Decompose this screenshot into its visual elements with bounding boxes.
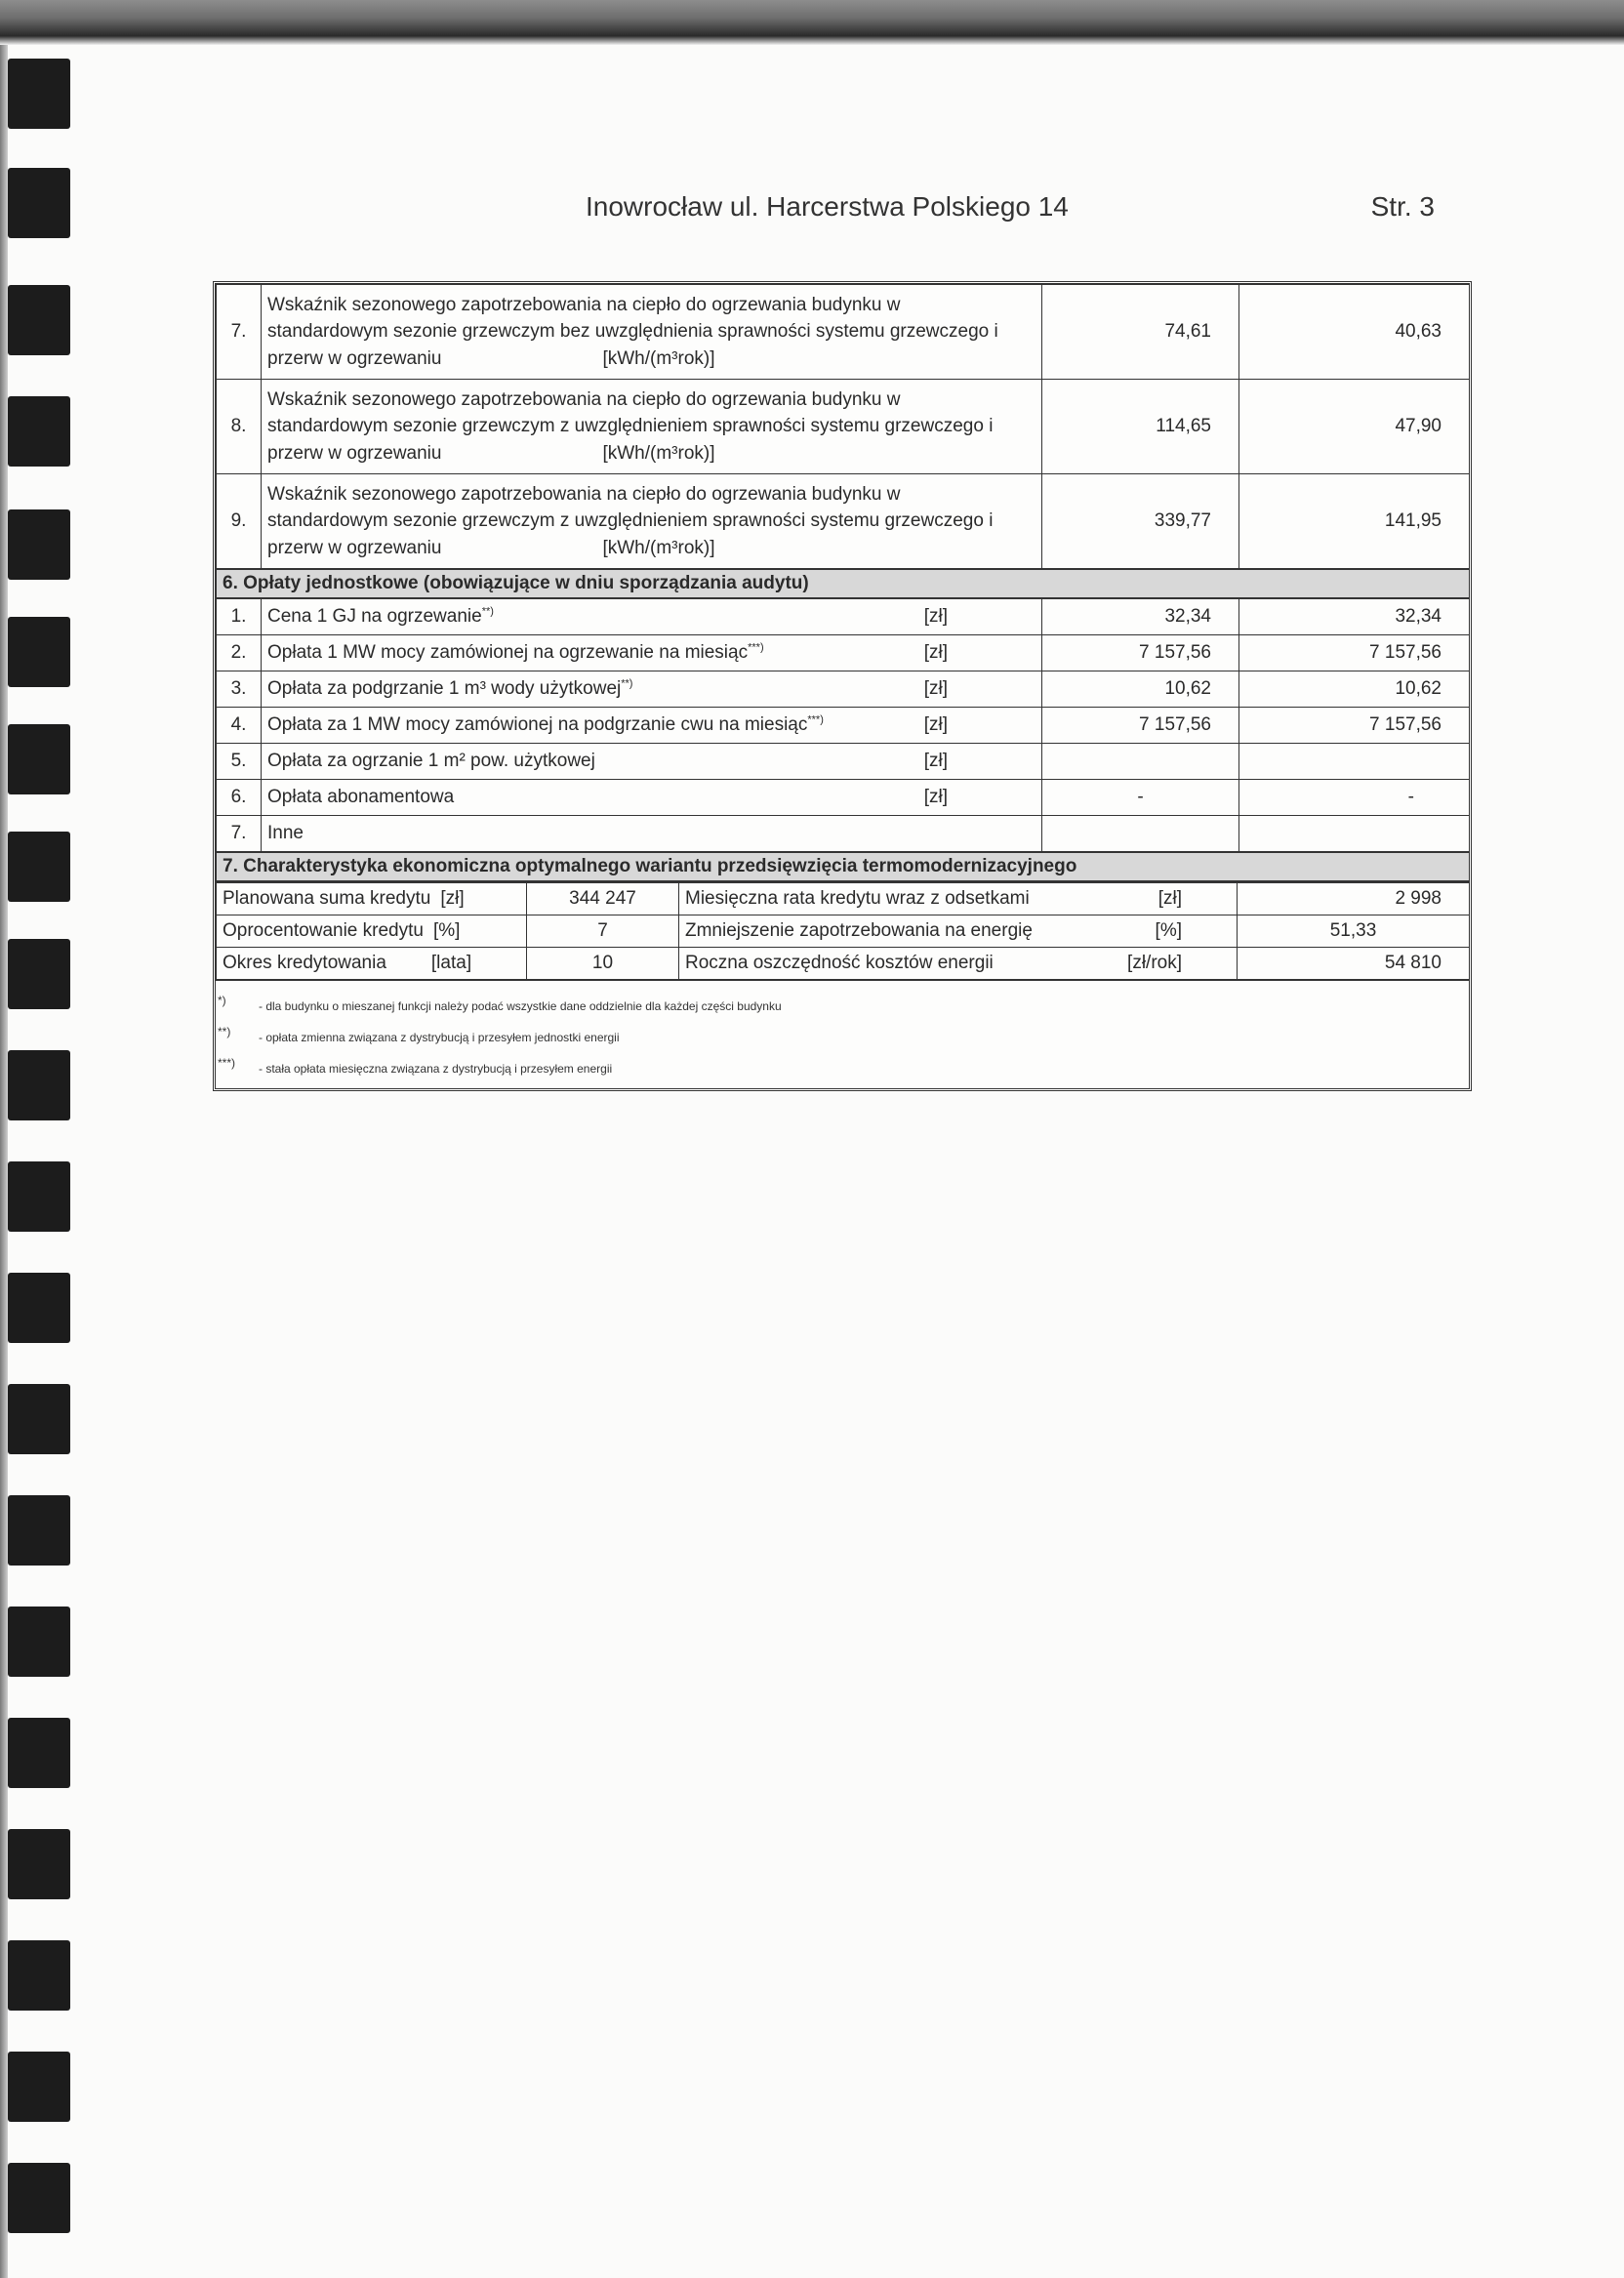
- binding-hole: [8, 1161, 70, 1232]
- fee-label: Opłata 1 MW mocy zamówionej na ogrzewanie na miesiąc: [267, 642, 749, 664]
- fee-label-cell: [262, 780, 1042, 816]
- section-6-title: 6. Opłaty jednostkowe (obowiązujące w dniu sporządzania audytu): [217, 569, 1470, 598]
- fee-label-cell: [262, 598, 1042, 635]
- value-current: 7 157,56: [1042, 708, 1239, 744]
- value-after: 10,62: [1239, 671, 1470, 708]
- value-after: 7 157,56: [1239, 635, 1470, 671]
- fee-row: [217, 744, 1470, 780]
- binding-hole: [8, 724, 70, 794]
- fee-label-cell: [262, 744, 1042, 780]
- footnotes: [216, 980, 1469, 1088]
- binding-hole: [8, 2163, 70, 2233]
- fee-label: Cena 1 GJ na ogrzewanie: [267, 606, 482, 628]
- footnote-text: - dla budynku o mieszanej funkcji należy podać wszystkie dane oddzielnie dla każdej części budynku: [259, 999, 782, 1013]
- unit-label: [zł]: [440, 888, 465, 910]
- unit-label: [zł]: [923, 642, 948, 664]
- binding-strip: [0, 45, 8, 2278]
- result-value: 54 810: [1238, 948, 1470, 980]
- binding-hole: [8, 939, 70, 1009]
- result-label-cell: [679, 915, 1238, 948]
- loan-label-cell: [217, 883, 527, 915]
- footnote-ref: **): [481, 605, 494, 618]
- fee-label-cell: [262, 671, 1042, 708]
- fee-label: Opłata abonamentowa: [267, 787, 455, 808]
- indicator-row: [217, 474, 1470, 570]
- binding-hole: [8, 1940, 70, 2011]
- result-label: Roczna oszczędność kosztów energii: [685, 953, 994, 974]
- row-index: 9.: [217, 474, 262, 570]
- fee-label: Opłata za ogrzanie 1 m² pow. użytkowej: [267, 751, 595, 772]
- fee-label: Opłata za podgrzanie 1 m³ wody użytkowej: [267, 678, 622, 700]
- binding-hole: [8, 617, 70, 687]
- value-current: -: [1042, 780, 1239, 816]
- fee-row: [217, 598, 1470, 635]
- binding-hole: [8, 1607, 70, 1677]
- unit-label: [%]: [432, 920, 461, 942]
- unit-label: [zł]: [923, 678, 948, 700]
- binding-hole: [8, 509, 70, 580]
- description-line: standardowym sezonie grzewczym z uwzględnieniem sprawności systemu grzewczego i: [267, 510, 994, 532]
- description-line: standardowym sezonie grzewczym bez uwzględnienia sprawności systemu grzewczego i: [267, 321, 998, 343]
- description-line: standardowym sezonie grzewczym z uwzględnieniem sprawności systemu grzewczego i: [267, 416, 994, 437]
- indicators-and-fees-table: [216, 284, 1470, 882]
- value-current: 114,65: [1042, 380, 1239, 474]
- fee-label-cell: [262, 708, 1042, 744]
- footnote-text: - stała opłata miesięczna związana z dystrybucją i przesyłem energii: [259, 1062, 613, 1076]
- description-line: [267, 535, 1035, 562]
- indicator-row: [217, 380, 1470, 474]
- binding-edge: [0, 0, 88, 2278]
- row-index: 8.: [217, 380, 262, 474]
- footnote: [216, 1022, 1469, 1053]
- description-line-text: przerw w ogrzewaniu: [267, 537, 442, 558]
- loan-label: Oprocentowanie kredytu: [223, 920, 424, 942]
- description-line: Wskaźnik sezonowego zapotrzebowania na ciepło do ogrzewania budynku w: [267, 483, 901, 505]
- economics-row: [217, 883, 1470, 915]
- loan-value: 344 247: [527, 883, 679, 915]
- fee-row: [217, 635, 1470, 671]
- fee-row: [217, 671, 1470, 708]
- description-line: [267, 346, 1035, 373]
- indicator-description: [262, 285, 1042, 380]
- binding-hole: [8, 59, 70, 129]
- indicator-row: [217, 285, 1470, 380]
- description-line: [267, 440, 1035, 468]
- value-after: 40,63: [1239, 285, 1470, 380]
- footnote: [216, 1053, 1469, 1084]
- unit-label: [%]: [1155, 920, 1182, 942]
- section-header: [217, 569, 1470, 598]
- description-line-text: przerw w ogrzewaniu: [267, 442, 442, 464]
- binding-hole: [8, 1384, 70, 1454]
- value-current: 32,34: [1042, 598, 1239, 635]
- footnote-mark: ***): [218, 1056, 236, 1070]
- binding-hole: [8, 1495, 70, 1566]
- loan-value: 10: [527, 948, 679, 980]
- economics-row: [217, 948, 1470, 980]
- description-line-text: przerw w ogrzewaniu: [267, 347, 442, 369]
- unit-label: [zł/rok]: [1127, 953, 1182, 974]
- unit-label: [kWh/(m³rok)]: [602, 442, 715, 464]
- fee-label: Inne: [262, 816, 1042, 853]
- value-current: 74,61: [1042, 285, 1239, 380]
- result-label: Zmniejszenie zapotrzebowania na energię: [685, 920, 1033, 942]
- row-index: 3.: [217, 671, 262, 708]
- value-after: [1239, 744, 1470, 780]
- value-current: 339,77: [1042, 474, 1239, 570]
- loan-label: Okres kredytowania: [223, 953, 386, 974]
- economics-row: [217, 915, 1470, 948]
- fee-label-cell: [262, 635, 1042, 671]
- binding-hole: [8, 1050, 70, 1120]
- result-label-cell: [679, 948, 1238, 980]
- fee-label: Opłata za 1 MW mocy zamówionej na podgrzanie cwu na miesiąc: [267, 714, 808, 736]
- row-index: 6.: [217, 780, 262, 816]
- footnote: [216, 991, 1469, 1022]
- result-label: Miesięczna rata kredytu wraz z odsetkami: [685, 888, 1030, 910]
- value-current: 10,62: [1042, 671, 1239, 708]
- row-index: 7.: [217, 816, 262, 853]
- value-current: [1042, 744, 1239, 780]
- unit-label: [zł]: [923, 714, 948, 736]
- loan-value: 7: [527, 915, 679, 948]
- unit-label: [kWh/(m³rok)]: [602, 537, 715, 558]
- result-label-cell: [679, 883, 1238, 915]
- section-7-title: 7. Charakterystyka ekonomiczna optymalnego wariantu przedsięwzięcia termomodernizacyjnego: [217, 852, 1470, 881]
- footnote-ref: ***): [807, 713, 824, 726]
- value-after: 32,34: [1239, 598, 1470, 635]
- audit-table-block: [213, 281, 1472, 1091]
- unit-label: [lata]: [430, 953, 472, 974]
- value-after: 141,95: [1239, 474, 1470, 570]
- loan-label-cell: [217, 948, 527, 980]
- row-index: 5.: [217, 744, 262, 780]
- fee-row: [217, 816, 1470, 853]
- section-header: [217, 852, 1470, 881]
- page-header: [586, 191, 1435, 230]
- unit-label: [zł]: [923, 787, 948, 808]
- indicator-description: [262, 380, 1042, 474]
- row-index: 4.: [217, 708, 262, 744]
- unit-label: [zł]: [923, 606, 948, 628]
- binding-hole: [8, 832, 70, 902]
- value-current: 7 157,56: [1042, 635, 1239, 671]
- value-after: [1239, 816, 1470, 853]
- description-line: Wskaźnik sezonowego zapotrzebowania na ciepło do ogrzewania budynku w: [267, 388, 901, 410]
- binding-hole: [8, 1829, 70, 1899]
- value-after: 47,90: [1239, 380, 1470, 474]
- indicator-description: [262, 474, 1042, 570]
- binding-hole: [8, 1718, 70, 1788]
- economics-table: [216, 882, 1470, 980]
- scan-top-band: [0, 0, 1624, 45]
- footnote-ref: **): [621, 677, 633, 690]
- unit-label: [zł]: [923, 751, 948, 772]
- unit-label: [zł]: [1157, 888, 1182, 910]
- binding-hole: [8, 2052, 70, 2122]
- result-value: 2 998: [1238, 883, 1470, 915]
- row-index: 1.: [217, 598, 262, 635]
- value-current: [1042, 816, 1239, 853]
- page-number: Str. 3: [1370, 191, 1435, 222]
- value-after: -: [1239, 780, 1470, 816]
- binding-hole: [8, 168, 70, 238]
- fee-row: [217, 708, 1470, 744]
- fee-row: [217, 780, 1470, 816]
- value-after: 7 157,56: [1239, 708, 1470, 744]
- footnote-ref: ***): [748, 641, 764, 654]
- loan-label: Planowana suma kredytu: [223, 888, 431, 910]
- loan-label-cell: [217, 915, 527, 948]
- description-line: Wskaźnik sezonowego zapotrzebowania na ciepło do ogrzewania budynku w: [267, 294, 901, 315]
- binding-hole: [8, 396, 70, 467]
- header-address: Inowrocław ul. Harcerstwa Polskiego 14: [586, 191, 1069, 222]
- binding-hole: [8, 1273, 70, 1343]
- unit-label: [kWh/(m³rok)]: [602, 347, 715, 369]
- row-index: 7.: [217, 285, 262, 380]
- binding-hole: [8, 285, 70, 355]
- footnote-mark: **): [218, 1025, 231, 1038]
- footnote-text: - opłata zmienna związana z dystrybucją i przesyłem jednostki energii: [259, 1031, 620, 1044]
- result-value: 51,33: [1238, 915, 1470, 948]
- row-index: 2.: [217, 635, 262, 671]
- footnote-mark: *): [218, 994, 226, 1007]
